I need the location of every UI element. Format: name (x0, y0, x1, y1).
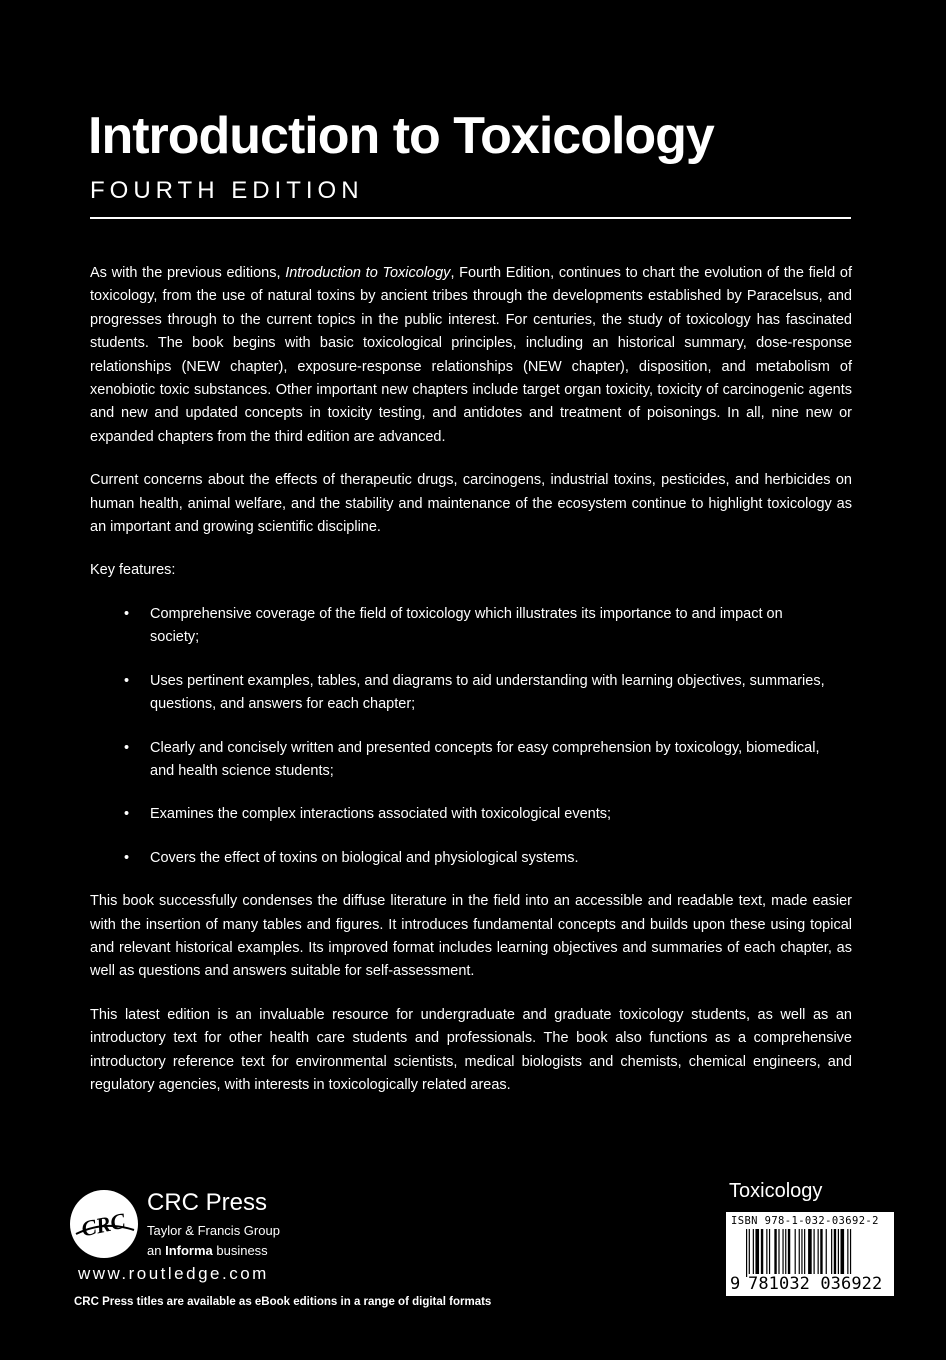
intro-text-rest: , Fourth Edition, continues to chart the evolution of the field of toxicology, from the use of natural toxins by ancient tribes through the developments established by Paracelsus, and progresses through to the current topics in the public interest. For centuries, the study of toxicology has fascinated students. The book begins with basic toxicological principles, including an historical summary, dose-response relationships (NEW chapter), exposure-response relationships (NEW chapter), disposition, and metabolism of xenobiotic toxic substances. Other important new chapters include target organ toxicity, toxicity of carcinogenic agents and new and updated concepts in toxicity testing, and antidotes and treatment of poisonings. In all, nine new or expanded chapters from the third edition are advanced. (90, 265, 852, 445)
barcode-bar (804, 1229, 805, 1277)
intro-text-start: As with the previous editions, (90, 265, 286, 281)
bullet-icon: • (124, 739, 130, 756)
barcode-bar (818, 1229, 819, 1277)
barcode-bar (795, 1229, 796, 1277)
publisher-group: Taylor & Francis Group (147, 1223, 280, 1238)
barcode-bar (766, 1229, 767, 1277)
business-prefix: an (147, 1243, 166, 1258)
barcode-bar (834, 1229, 836, 1277)
bullet-icon: • (124, 605, 130, 622)
concerns-paragraph: Current concerns about the effects of therapeutic drugs, carcinogens, industrial toxins, pesticides, and herbicides on human health, animal welfare, and the stability and maintenance of the ecosystem continue to highlight toxicology as an important and growing scientific discipline. (90, 472, 852, 536)
ean-digits: 781032 036922 (748, 1274, 883, 1294)
barcode-bar (831, 1229, 832, 1277)
isbn-barcode (726, 1212, 894, 1296)
ebook-note: CRC Press titles are available as eBook editions in a range of digital formats (74, 1296, 492, 1308)
summary-paragraph: This book successfully condenses the diffuse literature in the field into an accessible and readable text, made easier with the insertion of many tables and figures. It introduces fundamental concepts and builds upon these using topical and relevant historical examples. Its improved format includes learning objectives and summaries of each chapter, as well as questions and answers suitable for self-assessment. (90, 893, 852, 980)
barcode-bar (761, 1229, 763, 1277)
barcode-bar (755, 1229, 759, 1277)
intro-paragraph (90, 262, 852, 449)
ean-first-digit: 9 (730, 1274, 741, 1294)
barcode-bar (799, 1229, 800, 1277)
barcode-bar (749, 1229, 750, 1277)
feature-item (90, 670, 852, 717)
feature-text: Clearly and concisely written and presented concepts for easy comprehension by toxicology, biomedical, and health science students; (150, 739, 820, 779)
feature-item (90, 737, 852, 784)
publisher-website: www.routledge.com (78, 1264, 269, 1283)
barcode-bar (785, 1229, 786, 1277)
barcode-bar (841, 1229, 845, 1277)
barcode-bar (801, 1229, 802, 1277)
intro-book-title: Introduction to Toxicology (285, 265, 451, 281)
barcode-bar (826, 1229, 827, 1277)
feature-text: Examines the complex interactions associated with toxicological events; (150, 806, 612, 823)
barcode-bar (820, 1229, 822, 1277)
back-cover-description (90, 262, 852, 1117)
barcode-bar (814, 1229, 815, 1277)
crc-logo-icon (70, 1190, 138, 1258)
barcode-bar (847, 1229, 848, 1277)
edition-label: FOURTH EDITION (90, 177, 364, 204)
publisher-name: CRC Press (147, 1189, 268, 1216)
business-suffix: business (212, 1243, 268, 1258)
features-list (90, 603, 852, 870)
key-features-heading: Key features: (90, 562, 176, 579)
bullet-icon: • (124, 806, 130, 823)
feature-item (90, 603, 852, 650)
business-brand: Informa (165, 1243, 213, 1258)
bullet-icon: • (124, 672, 130, 689)
bullet-icon: • (124, 849, 130, 866)
feature-text: Uses pertinent examples, tables, and diagrams to aid understanding with learning objectives, summaries, questions, and answers for each chapter; (150, 672, 825, 713)
feature-text: Comprehensive coverage of the field of toxicology which illustrates its importance to and impact on society; (150, 605, 783, 646)
isbn-label: ISBN 978-1-032-03692-2 (731, 1215, 879, 1227)
barcode-bar (850, 1229, 851, 1277)
barcode-bar (782, 1229, 783, 1277)
publisher-business (147, 1243, 268, 1258)
subject-category: Toxicology (729, 1180, 823, 1202)
barcode-bar (788, 1229, 790, 1277)
book-title: Introduction to Toxicology (88, 107, 714, 165)
feature-item (90, 847, 852, 870)
audience-paragraph: This latest edition is an invaluable resource for undergraduate and graduate toxicology students, as well as an introductory text for other health care students and professionals. The book also functions as a comprehensive introductory reference text for environmental scientists, medical biologists and chemists, chemical engineers, and regulatory agencies, with interests in toxicologically related areas. (90, 1006, 852, 1093)
barcode-bar (838, 1229, 839, 1277)
barcode-bar (753, 1229, 754, 1277)
barcode-bar (774, 1229, 776, 1277)
barcode-bar (808, 1229, 812, 1277)
barcode-bar (778, 1229, 779, 1277)
feature-text: Covers the effect of toxins on biological and physiological systems. (150, 849, 579, 866)
barcode-bar (746, 1229, 747, 1277)
feature-item (90, 803, 852, 826)
barcode-bar (769, 1229, 770, 1277)
title-divider (90, 217, 851, 219)
logo-lettering: CRC (79, 1207, 128, 1242)
